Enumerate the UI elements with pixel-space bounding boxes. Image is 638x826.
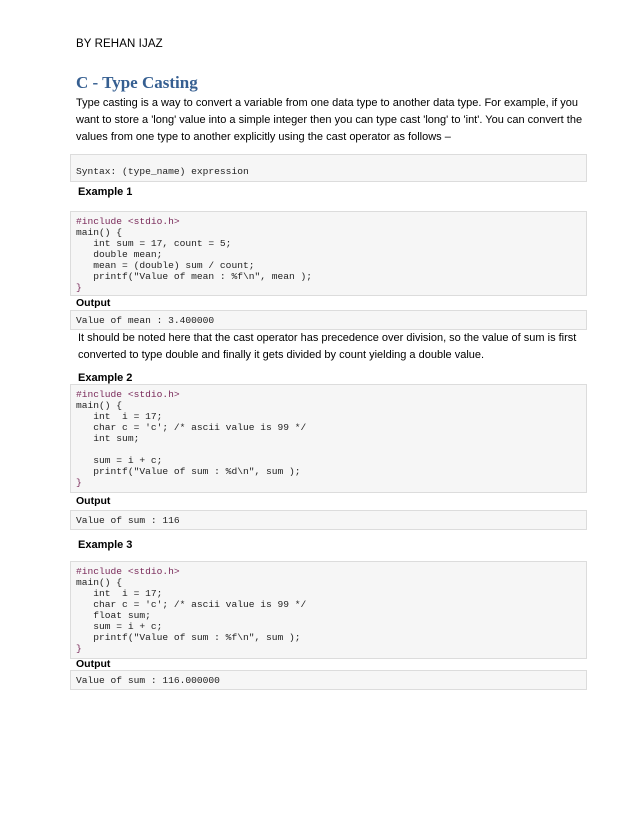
- code-line: main() {: [76, 400, 123, 411]
- code-line: float sum;: [76, 610, 151, 621]
- example-2-heading: Example 2: [78, 372, 133, 384]
- code-line: sum = i + c;: [76, 455, 163, 466]
- example-3-heading: Example 3: [78, 539, 133, 551]
- output-line: Value of mean : 3.400000: [76, 315, 215, 326]
- code-line: int sum;: [76, 433, 140, 444]
- code-line: sum = i + c;: [76, 621, 163, 632]
- example-1-output-label: Output: [76, 297, 111, 309]
- example-1-heading: Example 1: [78, 186, 133, 198]
- code-line: printf("Value of sum : %d\n", sum );: [76, 466, 301, 477]
- syntax-box: [70, 154, 587, 182]
- code-line: double mean;: [76, 249, 163, 260]
- code-line: printf("Value of sum : %f\n", sum );: [76, 632, 301, 643]
- precedence-note: It should be noted here that the cast operator has precedence over division, so the value of sum is first converted to type double and finally it gets divided by count yielding a double value.: [78, 332, 577, 361]
- code-line: char c = 'c'; /* ascii value is 99 */: [76, 599, 307, 610]
- code-line: char c = 'c'; /* ascii value is 99 */: [76, 422, 307, 433]
- example-2-output: [70, 510, 587, 530]
- code-line: printf("Value of mean : %f\n", mean );: [76, 271, 313, 282]
- code-line: int i = 17;: [76, 588, 163, 599]
- code-line: }: [76, 643, 82, 654]
- example-1-code: [70, 211, 587, 296]
- code-line: }: [76, 477, 82, 488]
- code-line: main() {: [76, 227, 123, 238]
- intro-paragraph: Type casting is a way to convert a variable from one data type to another data type. For example, if you want to store a 'long' value into a simple integer then you can type cast 'long' to 'int'. You can convert the values from one type to another explicitly using the cast operator as follows –: [76, 97, 583, 143]
- example-1-output: [70, 310, 587, 330]
- example-3-output-label: Output: [76, 658, 111, 670]
- code-line: }: [76, 282, 82, 293]
- code-line: int i = 17;: [76, 411, 163, 422]
- output-line: Value of sum : 116: [76, 515, 180, 526]
- code-line: #include <stdio.h>: [76, 216, 180, 227]
- page-title: C - Type Casting: [76, 73, 198, 92]
- example-2-code: [70, 384, 587, 493]
- code-line: [76, 444, 581, 455]
- example-3-output: [70, 670, 587, 690]
- syntax-line: Syntax: (type_name) expression: [76, 166, 249, 177]
- code-line: #include <stdio.h>: [76, 566, 180, 577]
- example-3-code: [70, 561, 587, 659]
- example-2-output-label: Output: [76, 495, 111, 507]
- code-line: mean = (double) sum / count;: [76, 260, 255, 271]
- code-line: #include <stdio.h>: [76, 389, 180, 400]
- output-line: Value of sum : 116.000000: [76, 675, 220, 686]
- code-line: int sum = 17, count = 5;: [76, 238, 232, 249]
- author-header: BY REHAN IJAZ: [76, 38, 163, 50]
- code-line: main() {: [76, 577, 123, 588]
